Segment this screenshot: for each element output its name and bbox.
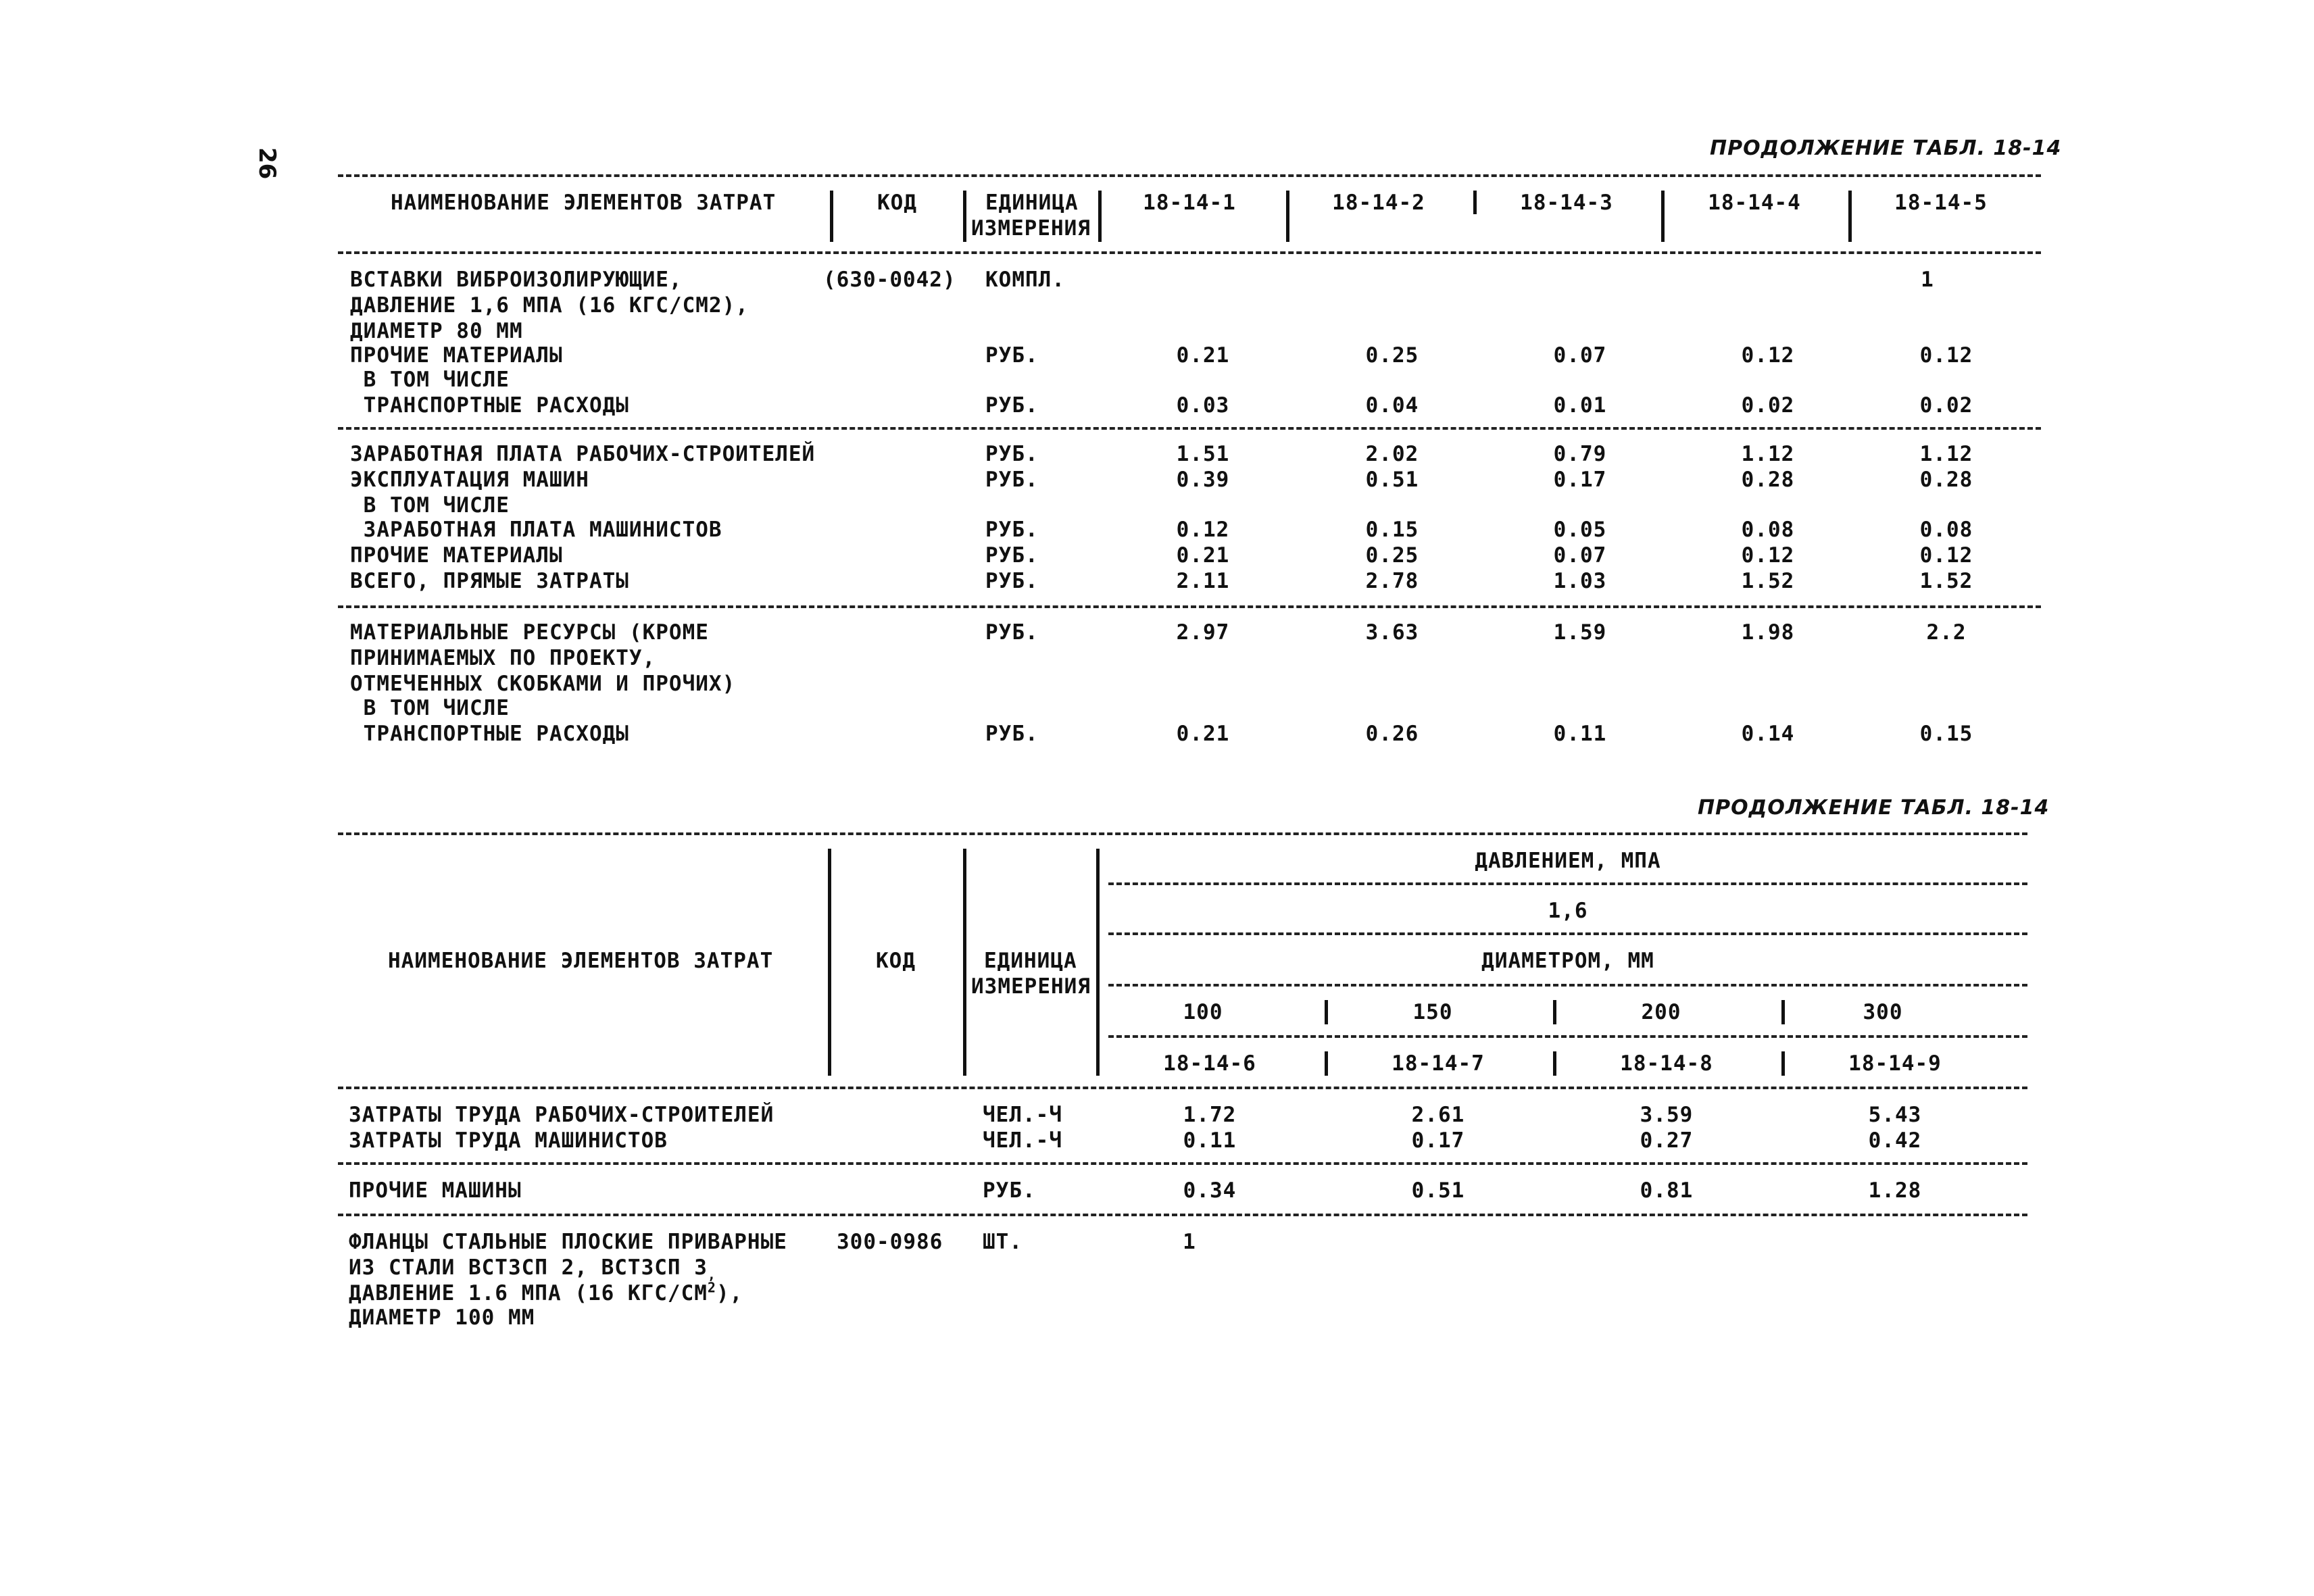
- table-cell: 0.17: [1411, 1128, 1465, 1153]
- table-cell: 0.21: [1176, 343, 1230, 368]
- table-cell: 0.14: [1741, 722, 1795, 746]
- table-cell: 0.03: [1176, 393, 1230, 418]
- table2-header-col: 18-14-7: [1392, 1051, 1485, 1076]
- table-row-name: ЗАРАБОТНАЯ ПЛАТА МАШИНИСТОВ: [350, 518, 722, 542]
- table-cell: 1.72: [1183, 1103, 1237, 1127]
- table-cell: 0.28: [1741, 468, 1795, 492]
- table-cell: 0.11: [1553, 722, 1607, 746]
- table-cell: 1.52: [1919, 569, 1973, 593]
- table-row-name: ПРОЧИЕ МАТЕРИАЛЫ: [350, 543, 563, 568]
- column-divider: [1781, 1051, 1785, 1076]
- table-cell: 0.02: [1919, 393, 1973, 418]
- table-cell: 1.12: [1919, 442, 1973, 466]
- table-cell: 1.59: [1553, 620, 1607, 645]
- column-divider: [1553, 1000, 1556, 1024]
- table2-diameter: 300: [1863, 1000, 1903, 1024]
- column-divider: [1781, 1000, 1785, 1024]
- table2-header-col: 18-14-6: [1163, 1051, 1256, 1076]
- table-row-name: ВСЕГО, ПРЯМЫЕ ЗАТРАТЫ: [350, 569, 629, 593]
- table-cell: 0.12: [1919, 343, 1973, 368]
- table-row-name: ДАВЛЕНИЕ 1,6 МПА (16 КГС/СМ2),: [350, 293, 749, 318]
- table-row-unit: РУБ.: [985, 468, 1039, 492]
- table1-header-col: 18-14-2: [1332, 191, 1425, 215]
- table2-diameter: 100: [1183, 1000, 1223, 1024]
- table1-header-rule: [338, 251, 2041, 254]
- table-cell: 1: [1183, 1230, 1196, 1254]
- table-cell: 1.52: [1741, 569, 1795, 593]
- table2-header-unit-1: ЕДИНИЦА: [984, 949, 1077, 973]
- table-cell: 0.12: [1919, 543, 1973, 568]
- table-row-unit: РУБ.: [985, 620, 1039, 645]
- table-cell: 2.02: [1365, 442, 1419, 466]
- table-cell: 2.78: [1365, 569, 1419, 593]
- table-row-name: ТРАНСПОРТНЫЕ РАСХОДЫ: [350, 393, 629, 418]
- column-divider: [1473, 191, 1477, 214]
- table-row-unit: РУБ.: [985, 518, 1039, 542]
- table2-pressure-label: ДАВЛЕНИЕМ, МПА: [1475, 849, 1661, 873]
- table-row-unit: РУБ.: [983, 1178, 1036, 1203]
- flange-line-2: ИЗ СТАЛИ ВСТ3СП 2, ВСТ3СП $3_,$: [349, 1255, 716, 1283]
- table-cell: 0.04: [1365, 393, 1419, 418]
- table-cell: 3.59: [1640, 1103, 1694, 1127]
- table-cell: 0.12: [1176, 518, 1230, 542]
- header-sub-rule: [1108, 984, 2027, 987]
- table1-header-col: 18-14-3: [1520, 191, 1613, 215]
- table2-header-col: 18-14-8: [1620, 1051, 1713, 1076]
- table-row-code: (630-0042): [823, 268, 956, 292]
- table2-top-rule: [338, 832, 2027, 835]
- table-row-name: В ТОМ ЧИСЛЕ: [350, 493, 510, 518]
- table-row-name: ОТМЕЧЕННЫХ СКОБКАМИ И ПРОЧИХ): [350, 672, 736, 696]
- table-cell: 0.01: [1553, 393, 1607, 418]
- table-cell: 5.43: [1868, 1103, 1922, 1127]
- table-cell: 0.27: [1640, 1128, 1694, 1153]
- flange-line-4: ДИАМЕТР 100 ММ: [349, 1305, 535, 1330]
- table-cell: 0.79: [1553, 442, 1607, 466]
- column-divider: [1098, 191, 1102, 242]
- column-divider: [963, 849, 966, 1076]
- column-divider: [828, 849, 831, 1076]
- table-cell: 1.12: [1741, 442, 1795, 466]
- table-cell: 2.61: [1411, 1103, 1465, 1127]
- table2-caption: ПРОДОЛЖЕНИЕ ТАБЛ. 18-14: [1698, 796, 2050, 820]
- table-cell: 0.15: [1919, 722, 1973, 746]
- table-cell: 0.07: [1553, 343, 1607, 368]
- table-cell: 0.39: [1176, 468, 1230, 492]
- table-row-name: ВСТАВКИ ВИБРОИЗОЛИРУЮЩИЕ,: [350, 268, 683, 292]
- table-cell: 2.11: [1176, 569, 1230, 593]
- table-row-name: ПРИНИМАЕМЫХ ПО ПРОЕКТУ,: [350, 646, 656, 670]
- table-cell: 0.02: [1741, 393, 1795, 418]
- flange-line-3: ДАВЛЕНИЕ 1.6 МПА (16 КГС/$СМ^2$),: [349, 1279, 743, 1305]
- table-row-name: ТРАНСПОРТНЫЕ РАСХОДЫ: [350, 722, 629, 746]
- table2-header-name: НАИМЕНОВАНИЕ ЭЛЕМЕНТОВ ЗАТРАТ: [388, 949, 774, 973]
- column-divider: [1096, 849, 1100, 1076]
- table-cell: 1.03: [1553, 569, 1607, 593]
- table-row-name: ФЛАНЦЫ СТАЛЬНЫЕ ПЛОСКИЕ ПРИВАРНЫЕ: [349, 1230, 787, 1254]
- column-divider: [830, 191, 833, 242]
- table1-header-code: КОД: [877, 191, 917, 215]
- table-cell: 3.63: [1365, 620, 1419, 645]
- table-cell: 1.28: [1868, 1178, 1922, 1203]
- table-cell: 0.05: [1553, 518, 1607, 542]
- table-row-unit: РУБ.: [985, 722, 1039, 746]
- table-cell: 0.08: [1919, 518, 1973, 542]
- table-row-name: ПРОЧИЕ МАТЕРИАЛЫ: [350, 343, 563, 368]
- table-cell: 0.28: [1919, 468, 1973, 492]
- table-cell: 0.51: [1411, 1178, 1465, 1203]
- table1-header-unit-1: ЕДИНИЦА: [985, 191, 1079, 215]
- table1-top-rule: [338, 174, 2041, 177]
- table1-caption: ПРОДОЛЖЕНИЕ ТАБЛ. 18-14: [1710, 136, 2062, 160]
- section-rule: [338, 427, 2041, 430]
- page-number: 26: [253, 147, 280, 180]
- section-rule: [338, 605, 2041, 608]
- column-divider: [1848, 191, 1852, 242]
- table1-header-name: НАИМЕНОВАНИЕ ЭЛЕМЕНТОВ ЗАТРАТ: [391, 191, 777, 215]
- table-cell: 0.12: [1741, 543, 1795, 568]
- table-row-name: В ТОМ ЧИСЛЕ: [350, 696, 510, 720]
- table1-header-col: 18-14-5: [1894, 191, 1988, 215]
- table2-pressure-value: 1,6: [1548, 899, 1588, 923]
- table-cell: 0.25: [1365, 343, 1419, 368]
- table-cell: 0.34: [1183, 1178, 1237, 1203]
- table2-header-unit-2: ИЗМЕРЕНИЯ: [971, 974, 1091, 999]
- column-divider: [1661, 191, 1665, 242]
- table-row-name: В ТОМ ЧИСЛЕ: [350, 368, 510, 392]
- column-divider: [963, 191, 966, 242]
- table-cell: 2.97: [1176, 620, 1230, 645]
- table-cell: 0.21: [1176, 543, 1230, 568]
- table1-header-col: 18-14-4: [1708, 191, 1801, 215]
- table-row-unit: РУБ.: [985, 343, 1039, 368]
- table-row-name: ДИАМЕТР 80 ММ: [350, 319, 523, 343]
- column-divider: [1286, 191, 1289, 242]
- table2-diameter-label: ДИАМЕТРОМ, ММ: [1481, 949, 1654, 973]
- table2-diameter: 200: [1641, 1000, 1681, 1024]
- table-row-name: ЗАРАБОТНАЯ ПЛАТА РАБОЧИХ-СТРОИТЕЛЕЙ: [350, 442, 816, 466]
- table-cell: 0.17: [1553, 468, 1607, 492]
- table2-diameter: 150: [1412, 1000, 1453, 1024]
- table-cell: 0.07: [1553, 543, 1607, 568]
- table-row-code: 300-0986: [837, 1230, 943, 1254]
- table-cell: 0.25: [1365, 543, 1419, 568]
- table-row-unit: РУБ.: [985, 442, 1039, 466]
- table-row-name: ЭКСПЛУАТАЦИЯ МАШИН: [350, 468, 589, 492]
- table2-header-code: КОД: [876, 949, 916, 973]
- table2-header-col: 18-14-9: [1848, 1051, 1942, 1076]
- section-rule: [338, 1214, 2027, 1216]
- table-row-name: ЗАТРАТЫ ТРУДА РАБОЧИХ-СТРОИТЕЛЕЙ: [349, 1103, 774, 1127]
- table1-header-unit-2: ИЗМЕРЕНИЯ: [971, 216, 1091, 241]
- table-row-name: ПРОЧИЕ МАШИНЫ: [349, 1178, 522, 1203]
- table-cell: 0.21: [1176, 722, 1230, 746]
- table-cell: 0.08: [1741, 518, 1795, 542]
- table-cell: 0.51: [1365, 468, 1419, 492]
- header-sub-rule: [1108, 932, 2027, 935]
- table-row-unit: ЧЕЛ.-Ч: [983, 1128, 1062, 1153]
- section-rule: [338, 1162, 2027, 1165]
- table-cell: 0.81: [1640, 1178, 1694, 1203]
- table-row-unit: РУБ.: [985, 569, 1039, 593]
- column-divider: [1325, 1000, 1328, 1024]
- table-cell: 0.15: [1365, 518, 1419, 542]
- table-cell: 0.11: [1183, 1128, 1237, 1153]
- table2-header-rule: [338, 1087, 2027, 1089]
- table-cell: 2.2: [1926, 620, 1967, 645]
- column-divider: [1325, 1051, 1328, 1076]
- column-divider: [1553, 1051, 1556, 1076]
- header-sub-rule: [1108, 1035, 2027, 1038]
- table-cell: 1: [1921, 268, 1934, 292]
- table-row-unit: РУБ.: [985, 543, 1039, 568]
- table-row-unit: КОМПЛ.: [985, 268, 1065, 292]
- table-cell: 1.51: [1176, 442, 1230, 466]
- header-sub-rule: [1108, 882, 2027, 885]
- table1-header-col: 18-14-1: [1143, 191, 1236, 215]
- table-row-name: МАТЕРИАЛЬНЫЕ РЕСУРСЫ (КРОМЕ: [350, 620, 709, 645]
- table-cell: 0.26: [1365, 722, 1419, 746]
- table-cell: 0.42: [1868, 1128, 1922, 1153]
- table-cell: 1.98: [1741, 620, 1795, 645]
- table-row-unit: РУБ.: [985, 393, 1039, 418]
- table-cell: 0.12: [1741, 343, 1795, 368]
- table-row-name: ЗАТРАТЫ ТРУДА МАШИНИСТОВ: [349, 1128, 668, 1153]
- table-row-unit: ЧЕЛ.-Ч: [983, 1103, 1062, 1127]
- table-row-unit: ШТ.: [983, 1230, 1023, 1254]
